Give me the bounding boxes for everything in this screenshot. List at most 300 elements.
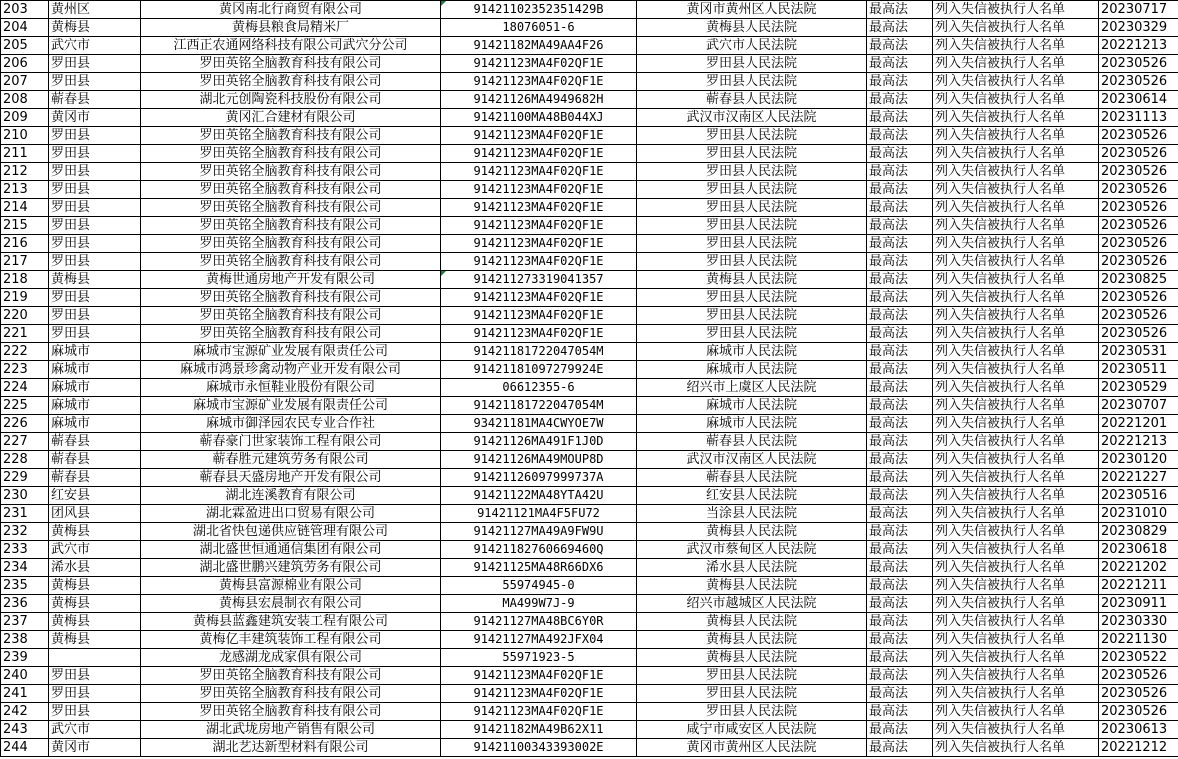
region-cell[interactable]: 黄梅县 — [49, 613, 141, 631]
date-cell[interactable]: 20230526 — [1099, 289, 1178, 307]
category-cell[interactable]: 最高法 — [867, 415, 933, 433]
region-cell[interactable]: 罗田县 — [49, 73, 141, 91]
date-cell[interactable]: 20221212 — [1099, 739, 1178, 757]
region-cell[interactable]: 蕲春县 — [49, 91, 141, 109]
date-cell[interactable]: 20230526 — [1099, 307, 1178, 325]
company-name-cell[interactable]: 黄梅县宏晨制衣有限公司 — [141, 595, 441, 613]
company-name-cell[interactable]: 罗田英铭全脑教育科技有限公司 — [141, 55, 441, 73]
action-cell[interactable]: 列入失信被执行人名单 — [933, 361, 1099, 379]
row-number-cell[interactable]: 220 — [1, 307, 49, 325]
credit-code-cell[interactable]: 55974945-0 — [441, 577, 637, 595]
date-cell[interactable]: 20230511 — [1099, 361, 1178, 379]
credit-code-cell[interactable]: 91421123MA4F02QF1E — [441, 235, 637, 253]
category-cell[interactable]: 最高法 — [867, 649, 933, 667]
region-cell[interactable]: 麻城市 — [49, 361, 141, 379]
category-cell[interactable]: 最高法 — [867, 163, 933, 181]
action-cell[interactable]: 列入失信被执行人名单 — [933, 505, 1099, 523]
category-cell[interactable]: 最高法 — [867, 721, 933, 739]
category-cell[interactable]: 最高法 — [867, 181, 933, 199]
region-cell[interactable]: 浠水县 — [49, 559, 141, 577]
category-cell[interactable]: 最高法 — [867, 685, 933, 703]
company-name-cell[interactable]: 黄梅县粮食局精米厂 — [141, 19, 441, 37]
court-cell[interactable]: 黄冈市黄州区人民法院 — [637, 739, 867, 757]
category-cell[interactable]: 最高法 — [867, 703, 933, 721]
category-cell[interactable]: 最高法 — [867, 325, 933, 343]
court-cell[interactable]: 咸宁市咸安区人民法院 — [637, 721, 867, 739]
action-cell[interactable]: 列入失信被执行人名单 — [933, 577, 1099, 595]
date-cell[interactable]: 20230707 — [1099, 397, 1178, 415]
region-cell[interactable]: 黄梅县 — [49, 19, 141, 37]
action-cell[interactable]: 列入失信被执行人名单 — [933, 721, 1099, 739]
row-number-cell[interactable]: 204 — [1, 19, 49, 37]
region-cell[interactable] — [49, 649, 141, 667]
court-cell[interactable]: 当涂县人民法院 — [637, 505, 867, 523]
company-name-cell[interactable]: 罗田英铭全脑教育科技有限公司 — [141, 703, 441, 721]
company-name-cell[interactable]: 湖北武垅房地产销售有限公司 — [141, 721, 441, 739]
date-cell[interactable]: 20230330 — [1099, 613, 1178, 631]
court-cell[interactable]: 黄梅县人民法院 — [637, 577, 867, 595]
category-cell[interactable]: 最高法 — [867, 397, 933, 415]
action-cell[interactable]: 列入失信被执行人名单 — [933, 487, 1099, 505]
row-number-cell[interactable]: 217 — [1, 253, 49, 271]
row-number-cell[interactable]: 223 — [1, 361, 49, 379]
category-cell[interactable]: 最高法 — [867, 91, 933, 109]
row-number-cell[interactable]: 208 — [1, 91, 49, 109]
credit-code-cell[interactable]: 91421123MA4F02QF1E — [441, 217, 637, 235]
company-name-cell[interactable]: 湖北省快包递供应链管理有限公司 — [141, 523, 441, 541]
row-number-cell[interactable]: 244 — [1, 739, 49, 757]
action-cell[interactable]: 列入失信被执行人名单 — [933, 145, 1099, 163]
region-cell[interactable]: 罗田县 — [49, 145, 141, 163]
company-name-cell[interactable]: 麻城市宝源矿业发展有限责任公司 — [141, 397, 441, 415]
court-cell[interactable]: 武汉市汉南区人民法院 — [637, 109, 867, 127]
credit-code-cell[interactable]: 91421126MA491F1J0D — [441, 433, 637, 451]
court-cell[interactable]: 绍兴市越城区人民法院 — [637, 595, 867, 613]
row-number-cell[interactable]: 233 — [1, 541, 49, 559]
category-cell[interactable]: 最高法 — [867, 595, 933, 613]
action-cell[interactable]: 列入失信被执行人名单 — [933, 541, 1099, 559]
category-cell[interactable]: 最高法 — [867, 271, 933, 289]
region-cell[interactable]: 罗田县 — [49, 127, 141, 145]
date-cell[interactable]: 20230329 — [1099, 19, 1178, 37]
court-cell[interactable]: 罗田县人民法院 — [637, 181, 867, 199]
category-cell[interactable]: 最高法 — [867, 199, 933, 217]
row-number-cell[interactable]: 206 — [1, 55, 49, 73]
company-name-cell[interactable]: 湖北连溪教育有限公司 — [141, 487, 441, 505]
company-name-cell[interactable]: 罗田英铭全脑教育科技有限公司 — [141, 181, 441, 199]
company-name-cell[interactable]: 湖北艺达新型材料有限公司 — [141, 739, 441, 757]
company-name-cell[interactable]: 黄冈南北行商贸有限公司 — [141, 1, 441, 19]
row-number-cell[interactable]: 226 — [1, 415, 49, 433]
region-cell[interactable]: 蕲春县 — [49, 451, 141, 469]
category-cell[interactable]: 最高法 — [867, 577, 933, 595]
company-name-cell[interactable]: 罗田英铭全脑教育科技有限公司 — [141, 127, 441, 145]
date-cell[interactable]: 20230613 — [1099, 721, 1178, 739]
category-cell[interactable]: 最高法 — [867, 253, 933, 271]
credit-code-cell[interactable]: 91421123MA4F02QF1E — [441, 73, 637, 91]
region-cell[interactable]: 罗田县 — [49, 685, 141, 703]
court-cell[interactable]: 罗田县人民法院 — [637, 253, 867, 271]
region-cell[interactable]: 黄梅县 — [49, 631, 141, 649]
credit-code-cell[interactable]: 06612355-6 — [441, 379, 637, 397]
company-name-cell[interactable]: 罗田英铭全脑教育科技有限公司 — [141, 217, 441, 235]
action-cell[interactable]: 列入失信被执行人名单 — [933, 649, 1099, 667]
row-number-cell[interactable]: 203 — [1, 1, 49, 19]
company-name-cell[interactable]: 罗田英铭全脑教育科技有限公司 — [141, 163, 441, 181]
region-cell[interactable]: 黄梅县 — [49, 523, 141, 541]
company-name-cell[interactable]: 麻城市宝源矿业发展有限责任公司 — [141, 343, 441, 361]
region-cell[interactable]: 罗田县 — [49, 55, 141, 73]
date-cell[interactable]: 20230614 — [1099, 91, 1178, 109]
category-cell[interactable]: 最高法 — [867, 487, 933, 505]
action-cell[interactable]: 列入失信被执行人名单 — [933, 55, 1099, 73]
date-cell[interactable]: 20230526 — [1099, 181, 1178, 199]
category-cell[interactable]: 最高法 — [867, 55, 933, 73]
court-cell[interactable]: 武穴市人民法院 — [637, 37, 867, 55]
action-cell[interactable]: 列入失信被执行人名单 — [933, 19, 1099, 37]
date-cell[interactable]: 20221202 — [1099, 559, 1178, 577]
court-cell[interactable]: 黄梅县人民法院 — [637, 523, 867, 541]
court-cell[interactable]: 浠水县人民法院 — [637, 559, 867, 577]
action-cell[interactable]: 列入失信被执行人名单 — [933, 631, 1099, 649]
date-cell[interactable]: 20230526 — [1099, 199, 1178, 217]
date-cell[interactable]: 20230526 — [1099, 55, 1178, 73]
row-number-cell[interactable]: 240 — [1, 667, 49, 685]
region-cell[interactable]: 黄梅县 — [49, 595, 141, 613]
date-cell[interactable]: 20230526 — [1099, 127, 1178, 145]
date-cell[interactable]: 20230526 — [1099, 703, 1178, 721]
company-name-cell[interactable]: 湖北霖盈进出口贸易有限公司 — [141, 505, 441, 523]
region-cell[interactable]: 罗田县 — [49, 199, 141, 217]
company-name-cell[interactable]: 罗田英铭全脑教育科技有限公司 — [141, 253, 441, 271]
court-cell[interactable]: 罗田县人民法院 — [637, 235, 867, 253]
date-cell[interactable]: 20230526 — [1099, 253, 1178, 271]
date-cell[interactable]: 20230120 — [1099, 451, 1178, 469]
action-cell[interactable]: 列入失信被执行人名单 — [933, 523, 1099, 541]
row-number-cell[interactable]: 228 — [1, 451, 49, 469]
court-cell[interactable]: 罗田县人民法院 — [637, 667, 867, 685]
company-name-cell[interactable]: 罗田英铭全脑教育科技有限公司 — [141, 145, 441, 163]
company-name-cell[interactable]: 黄冈汇合建材有限公司 — [141, 109, 441, 127]
company-name-cell[interactable]: 罗田英铭全脑教育科技有限公司 — [141, 667, 441, 685]
credit-code-cell[interactable]: 91421122MA48YTA42U — [441, 487, 637, 505]
region-cell[interactable]: 黄冈市 — [49, 739, 141, 757]
row-number-cell[interactable]: 215 — [1, 217, 49, 235]
date-cell[interactable]: 20230516 — [1099, 487, 1178, 505]
category-cell[interactable]: 最高法 — [867, 739, 933, 757]
credit-code-cell[interactable]: 91421123MA4F02QF1E — [441, 325, 637, 343]
credit-code-cell[interactable]: 91421121MA4F5FU72 — [441, 505, 637, 523]
row-number-cell[interactable]: 224 — [1, 379, 49, 397]
action-cell[interactable]: 列入失信被执行人名单 — [933, 163, 1099, 181]
row-number-cell[interactable]: 212 — [1, 163, 49, 181]
credit-code-cell[interactable]: 55971923-5 — [441, 649, 637, 667]
region-cell[interactable]: 罗田县 — [49, 163, 141, 181]
credit-code-cell[interactable]: MA499W7J-9 — [441, 595, 637, 613]
category-cell[interactable]: 最高法 — [867, 361, 933, 379]
credit-code-cell[interactable]: 91421126MA49MOUP8D — [441, 451, 637, 469]
region-cell[interactable]: 麻城市 — [49, 397, 141, 415]
date-cell[interactable]: 20230526 — [1099, 217, 1178, 235]
action-cell[interactable]: 列入失信被执行人名单 — [933, 307, 1099, 325]
company-name-cell[interactable]: 麻城市永恒鞋业股份有限公司 — [141, 379, 441, 397]
action-cell[interactable]: 列入失信被执行人名单 — [933, 685, 1099, 703]
date-cell[interactable]: 20230526 — [1099, 667, 1178, 685]
action-cell[interactable]: 列入失信被执行人名单 — [933, 91, 1099, 109]
region-cell[interactable]: 麻城市 — [49, 415, 141, 433]
credit-code-cell[interactable]: 91421182760669460Q — [441, 541, 637, 559]
date-cell[interactable]: 20230526 — [1099, 73, 1178, 91]
company-name-cell[interactable]: 麻城市鸿景珍禽动物产业开发有限公司 — [141, 361, 441, 379]
action-cell[interactable]: 列入失信被执行人名单 — [933, 127, 1099, 145]
court-cell[interactable]: 麻城市人民法院 — [637, 343, 867, 361]
action-cell[interactable]: 列入失信被执行人名单 — [933, 289, 1099, 307]
court-cell[interactable]: 麻城市人民法院 — [637, 415, 867, 433]
region-cell[interactable]: 罗田县 — [49, 325, 141, 343]
category-cell[interactable]: 最高法 — [867, 379, 933, 397]
action-cell[interactable]: 列入失信被执行人名单 — [933, 235, 1099, 253]
court-cell[interactable]: 罗田县人民法院 — [637, 217, 867, 235]
company-name-cell[interactable]: 蕲春胜元建筑劳务有限公司 — [141, 451, 441, 469]
row-number-cell[interactable]: 242 — [1, 703, 49, 721]
row-number-cell[interactable]: 216 — [1, 235, 49, 253]
company-name-cell[interactable]: 黄梅亿丰建筑装饰工程有限公司 — [141, 631, 441, 649]
credit-code-cell[interactable]: 91421123MA4F02QF1E — [441, 145, 637, 163]
credit-code-cell[interactable]: 91421181097279924E — [441, 361, 637, 379]
court-cell[interactable]: 罗田县人民法院 — [637, 703, 867, 721]
company-name-cell[interactable]: 蕲春豪门世家装饰工程有限公司 — [141, 433, 441, 451]
category-cell[interactable]: 最高法 — [867, 289, 933, 307]
court-cell[interactable]: 罗田县人民法院 — [637, 289, 867, 307]
category-cell[interactable]: 最高法 — [867, 541, 933, 559]
category-cell[interactable]: 最高法 — [867, 505, 933, 523]
date-cell[interactable]: 20230529 — [1099, 379, 1178, 397]
row-number-cell[interactable]: 232 — [1, 523, 49, 541]
court-cell[interactable]: 罗田县人民法院 — [637, 163, 867, 181]
court-cell[interactable]: 麻城市人民法院 — [637, 361, 867, 379]
row-number-cell[interactable]: 213 — [1, 181, 49, 199]
credit-code-cell[interactable]: 91421182MA49AA4F26 — [441, 37, 637, 55]
date-cell[interactable]: 20230526 — [1099, 145, 1178, 163]
region-cell[interactable]: 罗田县 — [49, 217, 141, 235]
company-name-cell[interactable]: 龙感湖龙成家俱有限公司 — [141, 649, 441, 667]
region-cell[interactable]: 团风县 — [49, 505, 141, 523]
row-number-cell[interactable]: 219 — [1, 289, 49, 307]
court-cell[interactable]: 罗田县人民法院 — [637, 199, 867, 217]
row-number-cell[interactable]: 222 — [1, 343, 49, 361]
court-cell[interactable]: 罗田县人民法院 — [637, 55, 867, 73]
action-cell[interactable]: 列入失信被执行人名单 — [933, 199, 1099, 217]
company-name-cell[interactable]: 湖北盛世鹏兴建筑劳务有限公司 — [141, 559, 441, 577]
action-cell[interactable]: 列入失信被执行人名单 — [933, 415, 1099, 433]
date-cell[interactable]: 20230526 — [1099, 163, 1178, 181]
court-cell[interactable]: 黄冈市黄州区人民法院 — [637, 1, 867, 19]
row-number-cell[interactable]: 238 — [1, 631, 49, 649]
category-cell[interactable]: 最高法 — [867, 1, 933, 19]
region-cell[interactable]: 罗田县 — [49, 307, 141, 325]
date-cell[interactable]: 20230526 — [1099, 325, 1178, 343]
date-cell[interactable]: 20221211 — [1099, 577, 1178, 595]
credit-code-cell[interactable]: 91421126MA4949682H — [441, 91, 637, 109]
row-number-cell[interactable]: 236 — [1, 595, 49, 613]
court-cell[interactable]: 麻城市人民法院 — [637, 397, 867, 415]
date-cell[interactable]: 20230522 — [1099, 649, 1178, 667]
date-cell[interactable]: 20221130 — [1099, 631, 1178, 649]
row-number-cell[interactable]: 211 — [1, 145, 49, 163]
date-cell[interactable]: 20230526 — [1099, 235, 1178, 253]
company-name-cell[interactable]: 罗田英铭全脑教育科技有限公司 — [141, 199, 441, 217]
row-number-cell[interactable]: 230 — [1, 487, 49, 505]
court-cell[interactable]: 武汉市蔡甸区人民法院 — [637, 541, 867, 559]
company-name-cell[interactable]: 罗田英铭全脑教育科技有限公司 — [141, 73, 441, 91]
category-cell[interactable]: 最高法 — [867, 19, 933, 37]
credit-code-cell[interactable]: 91421123MA4F02QF1E — [441, 199, 637, 217]
row-number-cell[interactable]: 235 — [1, 577, 49, 595]
credit-code-cell[interactable]: 91421182MA49B62X11 — [441, 721, 637, 739]
company-name-cell[interactable]: 黄梅县富源棉业有限公司 — [141, 577, 441, 595]
court-cell[interactable]: 黄梅县人民法院 — [637, 631, 867, 649]
row-number-cell[interactable]: 227 — [1, 433, 49, 451]
region-cell[interactable]: 黄州区 — [49, 1, 141, 19]
action-cell[interactable]: 列入失信被执行人名单 — [933, 433, 1099, 451]
category-cell[interactable]: 最高法 — [867, 109, 933, 127]
credit-code-cell[interactable]: 91421127MA492JFX04 — [441, 631, 637, 649]
category-cell[interactable]: 最高法 — [867, 145, 933, 163]
credit-code-cell[interactable]: 91421123MA4F02QF1E — [441, 289, 637, 307]
row-number-cell[interactable]: 205 — [1, 37, 49, 55]
court-cell[interactable]: 武汉市汉南区人民法院 — [637, 451, 867, 469]
court-cell[interactable]: 绍兴市上虞区人民法院 — [637, 379, 867, 397]
action-cell[interactable]: 列入失信被执行人名单 — [933, 109, 1099, 127]
credit-code-cell[interactable]: 91421181722047054M — [441, 397, 637, 415]
credit-code-cell[interactable]: 93421181MA4CWYOE7W — [441, 415, 637, 433]
category-cell[interactable]: 最高法 — [867, 73, 933, 91]
company-name-cell[interactable]: 罗田英铭全脑教育科技有限公司 — [141, 289, 441, 307]
company-name-cell[interactable]: 罗田英铭全脑教育科技有限公司 — [141, 685, 441, 703]
region-cell[interactable]: 黄梅县 — [49, 271, 141, 289]
row-number-cell[interactable]: 218 — [1, 271, 49, 289]
court-cell[interactable]: 黄梅县人民法院 — [637, 649, 867, 667]
category-cell[interactable]: 最高法 — [867, 523, 933, 541]
category-cell[interactable]: 最高法 — [867, 343, 933, 361]
action-cell[interactable]: 列入失信被执行人名单 — [933, 343, 1099, 361]
company-name-cell[interactable]: 湖北元创陶瓷科技股份有限公司 — [141, 91, 441, 109]
credit-code-cell[interactable]: 18076051-6 — [441, 19, 637, 37]
region-cell[interactable]: 罗田县 — [49, 289, 141, 307]
row-number-cell[interactable]: 229 — [1, 469, 49, 487]
credit-code-cell[interactable]: 91421123MA4F02QF1E — [441, 163, 637, 181]
action-cell[interactable]: 列入失信被执行人名单 — [933, 739, 1099, 757]
region-cell[interactable]: 罗田县 — [49, 181, 141, 199]
credit-code-cell[interactable]: 91421127MA48BC6Y0R — [441, 613, 637, 631]
action-cell[interactable]: 列入失信被执行人名单 — [933, 271, 1099, 289]
court-cell[interactable]: 蕲春县人民法院 — [637, 469, 867, 487]
action-cell[interactable]: 列入失信被执行人名单 — [933, 37, 1099, 55]
action-cell[interactable]: 列入失信被执行人名单 — [933, 253, 1099, 271]
category-cell[interactable]: 最高法 — [867, 217, 933, 235]
category-cell[interactable]: 最高法 — [867, 307, 933, 325]
credit-code-cell[interactable]: 91421181722047054M — [441, 343, 637, 361]
region-cell[interactable]: 黄冈市 — [49, 109, 141, 127]
action-cell[interactable]: 列入失信被执行人名单 — [933, 379, 1099, 397]
credit-code-cell[interactable]: 91421123MA4F02QF1E — [441, 703, 637, 721]
date-cell[interactable]: 20230618 — [1099, 541, 1178, 559]
action-cell[interactable]: 列入失信被执行人名单 — [933, 595, 1099, 613]
region-cell[interactable]: 罗田县 — [49, 667, 141, 685]
region-cell[interactable]: 罗田县 — [49, 253, 141, 271]
row-number-cell[interactable]: 234 — [1, 559, 49, 577]
region-cell[interactable]: 麻城市 — [49, 343, 141, 361]
company-name-cell[interactable]: 罗田英铭全脑教育科技有限公司 — [141, 325, 441, 343]
date-cell[interactable]: 20231010 — [1099, 505, 1178, 523]
region-cell[interactable]: 蕲春县 — [49, 469, 141, 487]
company-name-cell[interactable]: 江西正农通网络科技有限公司武穴分公司 — [141, 37, 441, 55]
category-cell[interactable]: 最高法 — [867, 451, 933, 469]
region-cell[interactable]: 红安县 — [49, 487, 141, 505]
date-cell[interactable]: 20221213 — [1099, 37, 1178, 55]
date-cell[interactable]: 20230829 — [1099, 523, 1178, 541]
region-cell[interactable]: 麻城市 — [49, 379, 141, 397]
credit-code-cell[interactable]: 91421123MA4F02QF1E — [441, 253, 637, 271]
row-number-cell[interactable]: 210 — [1, 127, 49, 145]
category-cell[interactable]: 最高法 — [867, 127, 933, 145]
company-name-cell[interactable]: 麻城市御泽园农民专业合作社 — [141, 415, 441, 433]
credit-code-cell[interactable]: 91421123MA4F02QF1E — [441, 307, 637, 325]
credit-code-cell[interactable]: 91421127MA49A9FW9U — [441, 523, 637, 541]
credit-code-cell[interactable]: 91421123MA4F02QF1E — [441, 685, 637, 703]
category-cell[interactable]: 最高法 — [867, 613, 933, 631]
date-cell[interactable]: 20230825 — [1099, 271, 1178, 289]
action-cell[interactable]: 列入失信被执行人名单 — [933, 397, 1099, 415]
credit-code-cell[interactable]: 91421100MA48B044XJ — [441, 109, 637, 127]
company-name-cell[interactable]: 罗田英铭全脑教育科技有限公司 — [141, 235, 441, 253]
row-number-cell[interactable]: 241 — [1, 685, 49, 703]
date-cell[interactable]: 20230911 — [1099, 595, 1178, 613]
region-cell[interactable]: 武穴市 — [49, 37, 141, 55]
date-cell[interactable]: 20230526 — [1099, 685, 1178, 703]
row-number-cell[interactable]: 243 — [1, 721, 49, 739]
region-cell[interactable]: 蕲春县 — [49, 433, 141, 451]
action-cell[interactable]: 列入失信被执行人名单 — [933, 559, 1099, 577]
date-cell[interactable]: 20230717 — [1099, 1, 1178, 19]
row-number-cell[interactable]: 239 — [1, 649, 49, 667]
credit-code-cell[interactable]: 91421123MA4F02QF1E — [441, 181, 637, 199]
row-number-cell[interactable]: 225 — [1, 397, 49, 415]
row-number-cell[interactable]: 231 — [1, 505, 49, 523]
date-cell[interactable]: 20221201 — [1099, 415, 1178, 433]
credit-code-cell[interactable]: 914211273319041357 — [441, 271, 637, 289]
action-cell[interactable]: 列入失信被执行人名单 — [933, 613, 1099, 631]
row-number-cell[interactable]: 207 — [1, 73, 49, 91]
date-cell[interactable]: 20231113 — [1099, 109, 1178, 127]
court-cell[interactable]: 罗田县人民法院 — [637, 145, 867, 163]
row-number-cell[interactable]: 209 — [1, 109, 49, 127]
action-cell[interactable]: 列入失信被执行人名单 — [933, 325, 1099, 343]
row-number-cell[interactable]: 214 — [1, 199, 49, 217]
company-name-cell[interactable]: 蕲春县天盛房地产开发有限公司 — [141, 469, 441, 487]
region-cell[interactable]: 罗田县 — [49, 703, 141, 721]
action-cell[interactable]: 列入失信被执行人名单 — [933, 1, 1099, 19]
credit-code-cell[interactable]: 91421123MA4F02QF1E — [441, 55, 637, 73]
category-cell[interactable]: 最高法 — [867, 433, 933, 451]
court-cell[interactable]: 罗田县人民法院 — [637, 127, 867, 145]
category-cell[interactable]: 最高法 — [867, 235, 933, 253]
action-cell[interactable]: 列入失信被执行人名单 — [933, 703, 1099, 721]
action-cell[interactable]: 列入失信被执行人名单 — [933, 469, 1099, 487]
court-cell[interactable]: 黄梅县人民法院 — [637, 613, 867, 631]
court-cell[interactable]: 蕲春县人民法院 — [637, 433, 867, 451]
court-cell[interactable]: 黄梅县人民法院 — [637, 271, 867, 289]
